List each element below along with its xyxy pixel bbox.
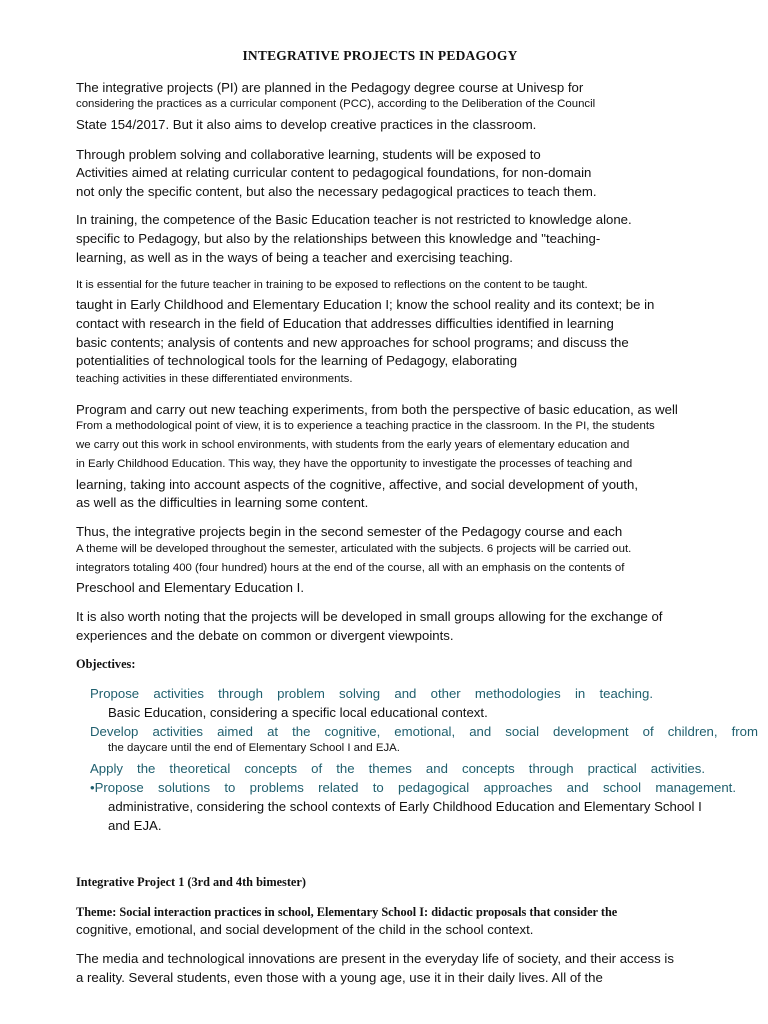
paragraph-line: The media and technological innovations are present in the everyday life of society, and their access is [76,951,674,966]
paragraph-line: basic contents; analysis of contents and new approaches for school programs; and discuss the [76,335,629,350]
paragraph-line: The integrative projects (PI) are planned in the Pedagogy degree course at Univesp for [76,80,584,95]
paragraph-line: contact with research in the field of Education that addresses difficulties identified in learning [76,316,614,331]
paragraph-line: potentialities of technological tools for the learning of Pedagogy, elaborating [76,353,518,368]
objective-item: Propose activities through problem solving and other methodologies in teaching. [90,686,653,701]
paragraph-line: as well as the difficulties in learning some content. [76,495,369,510]
paragraph-line: taught in Early Childhood and Elementary Education I; know the school reality and its context; be in [76,297,655,312]
paragraph-line: Activities aimed at relating curricular content to pedagogical foundations, for non-domain [76,165,592,180]
document-title: INTEGRATIVE PROJECTS IN PEDAGOGY [242,48,518,63]
paragraph-line: Preschool and Elementary Education I. [76,580,304,595]
objective-item: Develop activities aimed at the cognitive, emotional, and social development of children, from [90,724,758,739]
objective-item: •Propose solutions to problems related to pedagogical approaches and school management. [90,780,736,795]
paragraph-line: It is essential for the future teacher in training to be exposed to reflections on the content to be taught. [76,279,588,291]
paragraph-line: Thus, the integrative projects begin in the second semester of the Pedagogy course and each [76,524,623,539]
paragraph-line: In training, the competence of the Basic Education teacher is not restricted to knowledge alone. [76,212,632,227]
paragraph-line: It is also worth noting that the projects will be developed in small groups allowing for the exchange of [76,609,663,624]
paragraph-line: specific to Pedagogy, but also by the relationships between this knowledge and "teaching- [76,231,601,246]
objective-continuation: Basic Education, considering a specific local educational context. [108,705,488,720]
theme-continuation: cognitive, emotional, and social development of the child in the school context. [76,922,534,937]
paragraph-line: integrators totaling 400 (four hundred) hours at the end of the course, all with an emphasis on the contents of [76,562,625,574]
paragraph-line: Program and carry out new teaching experiments, from both the perspective of basic education, as well [76,402,678,417]
paragraph-line: we carry out this work in school environments, with students from the early years of elementary education and [76,439,630,451]
objective-continuation: the daycare until the end of Elementary School I and EJA. [108,742,400,754]
objectives-heading: Objectives: [76,657,136,671]
paragraph-line: State 154/2017. But it also aims to develop creative practices in the classroom. [76,117,537,132]
paragraph-line: considering the practices as a curricular component (PCC), according to the Deliberation of the Council [76,98,596,110]
paragraph-line: learning, taking into account aspects of the cognitive, affective, and social development of youth, [76,477,639,492]
objective-continuation: administrative, considering the school contexts of Early Childhood Education and Elementary School I [108,799,702,814]
paragraph-line: a reality. Several students, even those with a young age, use it in their daily lives. All of the [76,970,603,985]
paragraph-line: not only the specific content, but also the necessary pedagogical practices to teach them. [76,184,597,199]
paragraph-line: teaching activities in these differentiated environments. [76,373,353,385]
paragraph-line: in Early Childhood Education. This way, they have the opportunity to investigate the processes of teaching and [76,458,633,470]
objective-item: Apply the theoretical concepts of the themes and concepts through practical activities. [90,761,705,776]
theme-heading: Theme: Social interaction practices in school, Elementary School I: didactic proposals that consider the [76,905,618,919]
paragraph-line: experiences and the debate on common or divergent viewpoints. [76,628,454,643]
objective-continuation: and EJA. [108,818,162,833]
project-heading: Integrative Project 1 (3rd and 4th bimester) [76,875,306,889]
paragraph-line: Through problem solving and collaborative learning, students will be exposed to [76,147,541,162]
paragraph-line: From a methodological point of view, it is to experience a teaching practice in the classroom. In the PI, the students [76,420,655,432]
paragraph-line: A theme will be developed throughout the semester, articulated with the subjects. 6 projects will be carried out. [76,543,632,555]
paragraph-line: learning, as well as in the ways of being a teacher and exercising teaching. [76,250,513,265]
